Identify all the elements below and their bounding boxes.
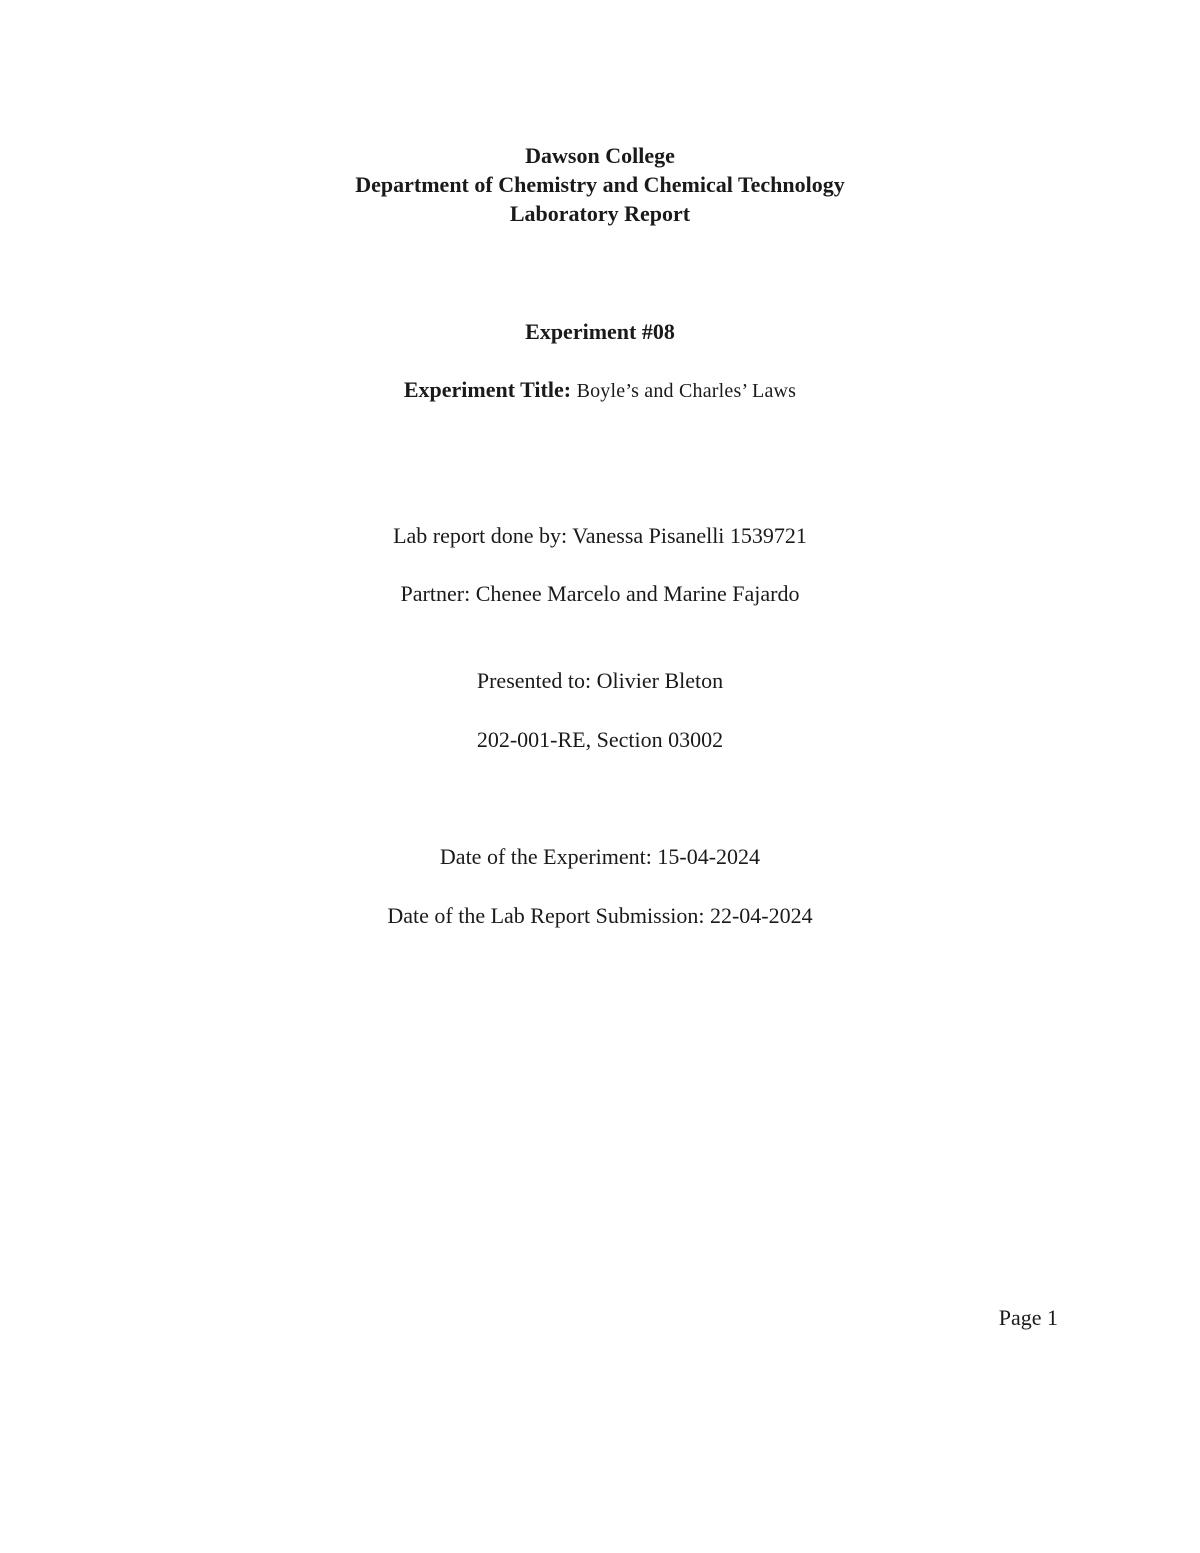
department-name: Department of Chemistry and Chemical Technology xyxy=(355,172,845,197)
experiment-date-line: Date of the Experiment: 15-04-2024 xyxy=(439,844,761,869)
partner-line: Partner: Chenee Marcelo and Marine Fajardo xyxy=(400,581,800,606)
experiment-number: Experiment #08 xyxy=(525,319,675,344)
experiment-title-label: Experiment Title: xyxy=(403,377,572,402)
experiment-title-line xyxy=(0,376,1200,405)
presented-to-line: Presented to: Olivier Bleton xyxy=(476,668,724,693)
report-type: Laboratory Report xyxy=(509,201,691,226)
institution-name: Dawson College xyxy=(525,143,675,168)
submission-date-line: Date of the Lab Report Submission: 22-04-2024 xyxy=(387,903,813,928)
page-number: Page 1 xyxy=(998,1305,1058,1330)
author-line: Lab report done by: Vanessa Pisanelli 1539721 xyxy=(393,523,807,548)
experiment-title-value: Boyle’s and Charles’ Laws xyxy=(576,380,797,402)
course-section-line: 202-001-RE, Section 03002 xyxy=(476,727,724,752)
